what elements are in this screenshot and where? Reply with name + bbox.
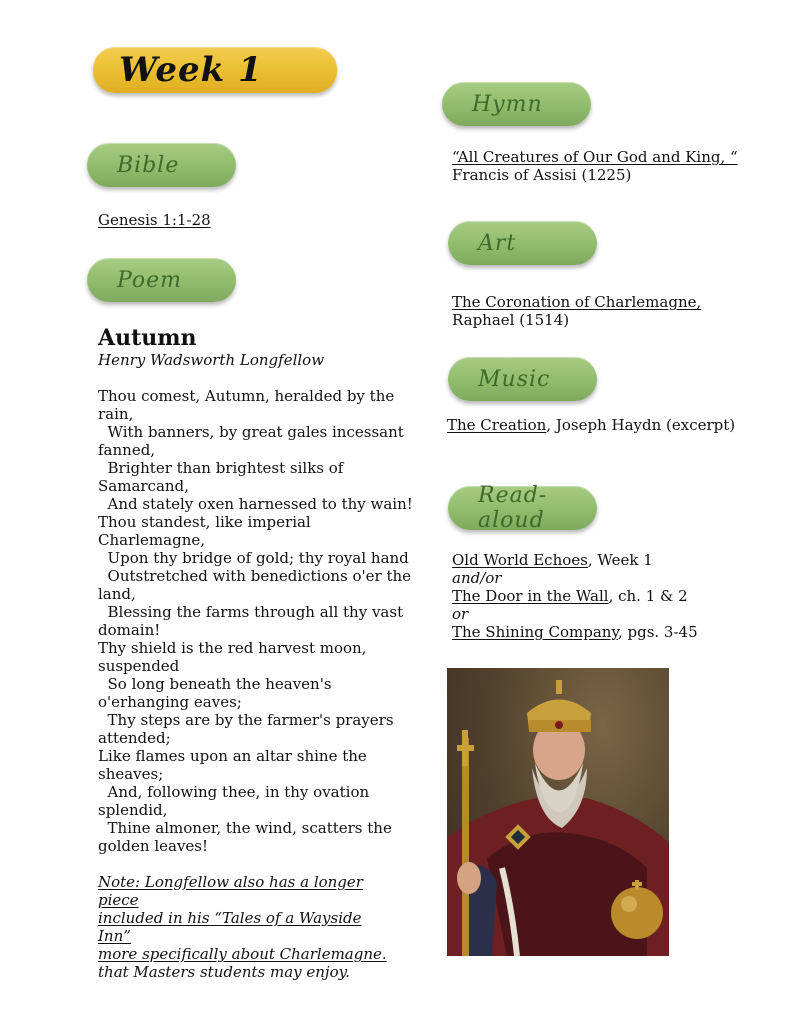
poem-line: With banners, by great gales incessant — [98, 423, 404, 441]
poem-line: Thy shield is the red harvest moon, — [98, 639, 367, 657]
poem-note-link[interactable]: Note: Longfellow also has a longer piece — [98, 873, 363, 909]
art-entry — [452, 293, 701, 329]
poem-line: land, — [98, 585, 136, 603]
poem-line: Thou comest, Autumn, heralded by the — [98, 387, 395, 405]
read-aloud-detail: , ch. 1 & 2 — [608, 587, 688, 605]
read-aloud-detail: , pgs. 3-45 — [617, 623, 698, 641]
read-aloud-list — [452, 551, 698, 641]
poem-block — [98, 325, 413, 981]
hymn-section-header — [442, 82, 591, 126]
music-title-link[interactable]: The Creation — [447, 416, 547, 434]
poem-note-link[interactable]: more specifically about Charlemagne. — [98, 945, 387, 963]
poem-line: Like flames upon an altar shine the — [98, 747, 367, 765]
poem-line: Brighter than brightest silks of — [98, 459, 344, 477]
read-aloud-title-link[interactable]: Old World Echoes — [452, 551, 588, 569]
read-aloud-label: Read-aloud — [478, 483, 548, 533]
poem-line: Samarcand, — [98, 477, 189, 495]
read-aloud-item — [452, 587, 698, 605]
hymn-title-link[interactable]: “All Creatures of Our God and King, “ — [452, 148, 738, 166]
art-section-header — [448, 221, 597, 265]
poem-line: sheaves; — [98, 765, 164, 783]
poem-line: fanned, — [98, 441, 156, 459]
art-title-link[interactable]: The Coronation of Charlemagne, — [452, 293, 702, 311]
art-artist: Raphael (1514) — [452, 311, 570, 329]
read-aloud-detail: , Week 1 — [587, 551, 653, 569]
read-aloud-connector: or — [452, 605, 469, 623]
poem-line: suspended — [98, 657, 180, 675]
poem-line: Thine almoner, the wind, scatters the — [98, 819, 392, 837]
poem-line: splendid, — [98, 801, 168, 819]
music-composer: , Joseph Haydn (excerpt) — [546, 416, 736, 434]
poem-body — [98, 387, 413, 855]
poem-note-link[interactable]: included in his “Tales of a Wayside Inn” — [98, 909, 362, 945]
week-header-badge — [93, 47, 337, 93]
poem-line: And stately oxen harnessed to thy wain! — [98, 495, 413, 513]
hymn-author: Francis of Assisi (1225) — [452, 166, 632, 184]
music-section-header — [448, 357, 597, 401]
poem-line: So long beneath the heaven's — [98, 675, 332, 693]
read-aloud-section-header — [448, 483, 597, 533]
read-aloud-title-link[interactable]: The Door in the Wall — [452, 587, 609, 605]
poem-line: golden leaves! — [98, 837, 209, 855]
read-aloud-item — [452, 623, 698, 641]
poem-line: rain, — [98, 405, 134, 423]
poem-line: Thy steps are by the farmer's prayers — [98, 711, 394, 729]
poem-section-header — [87, 258, 236, 302]
hymn-label: Hymn — [472, 91, 543, 117]
week-label: Week 1 — [119, 50, 263, 90]
poem-title: Autumn — [98, 325, 197, 351]
charlemagne-portrait — [447, 668, 669, 956]
poem-note-tail: that Masters students may enjoy. — [98, 963, 350, 981]
poem-line: Thou standest, like imperial — [98, 513, 311, 531]
poem-line: Charlemagne, — [98, 531, 205, 549]
poem-author: Henry Wadsworth Longfellow — [98, 351, 325, 369]
music-label: Music — [478, 366, 551, 392]
hymn-entry — [452, 148, 738, 184]
bible-section-header — [87, 143, 236, 187]
read-aloud-item — [452, 551, 698, 569]
poem-line: Outstretched with benedictions o'er the — [98, 567, 412, 585]
poem-line: Blessing the farms through all thy vast — [98, 603, 404, 621]
poem-label: Poem — [117, 267, 183, 293]
poem-line: Upon thy bridge of gold; thy royal hand — [98, 549, 409, 567]
poem-line: o'erhanging eaves; — [98, 693, 242, 711]
art-label: Art — [478, 230, 517, 256]
read-aloud-connector: and/or — [452, 569, 502, 587]
poem-line: And, following thee, in thy ovation — [98, 783, 370, 801]
music-entry — [447, 416, 735, 434]
poem-line: attended; — [98, 729, 171, 747]
bible-label: Bible — [117, 152, 180, 178]
bible-reading-link[interactable]: Genesis 1:1-28 — [98, 211, 211, 229]
poem-note — [98, 873, 398, 981]
read-aloud-title-link[interactable]: The Shining Company — [452, 623, 618, 641]
poem-line: domain! — [98, 621, 161, 639]
